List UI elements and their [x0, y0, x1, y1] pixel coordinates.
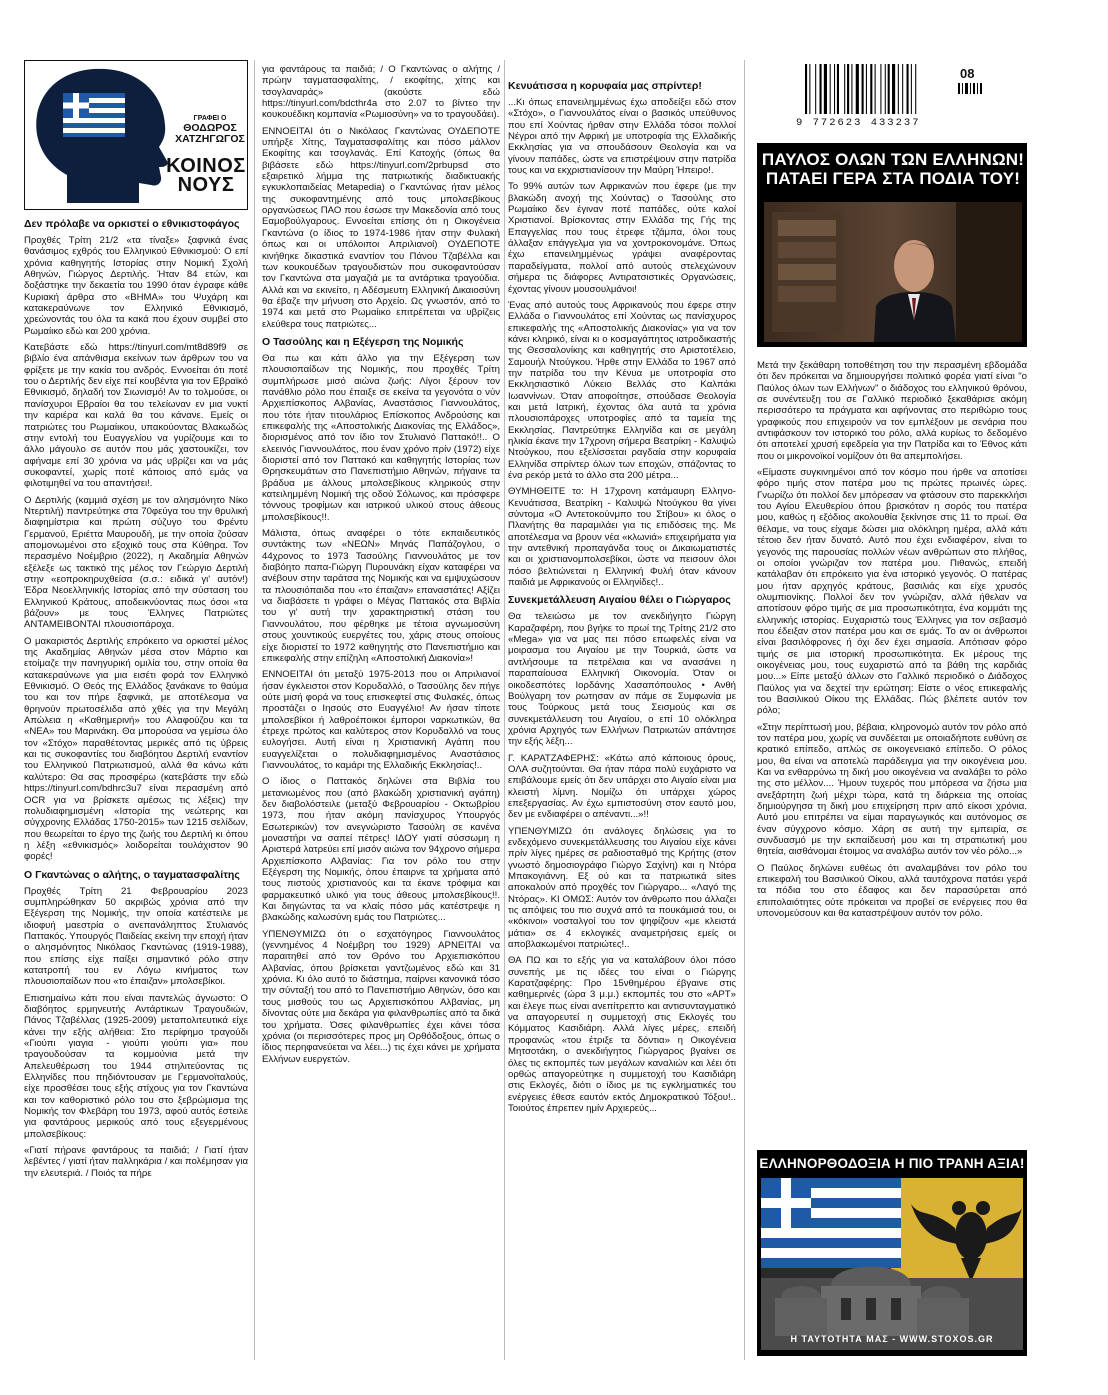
article-heading: Κενυάτισσα η κορυφαία μας σπρίντερ!: [508, 80, 702, 92]
column-4-body: [757, 360, 1027, 920]
article-paragraph: για φαντάρους τα παιδιά; / Ο Γκαντώνας ο αλήτης / πρώην ταγματασφαλίτης, / εκοφίτης, χίτης και τσογλαναράς» (ακούστε εδώ https://tinyurl.com/bdcthr4a στο 2.07 το βίντεο την κουκουέδικη κομπανία «Ρωμιοσύνη» να το τραγουδάει).: [262, 64, 500, 121]
column-1: [24, 60, 248, 1184]
article-paragraph: Θα πω και κάτι άλλο για την Εξέγερση των πλουσιοπαίδων της Νομικής, που προχθές Τρίτη συμπλήρωσε μισό αιώνα ζωής: Λίγοι ξέρουν τον πανάθλιο ρόλο που έπαιξε σε εκείνα τα γεγονότα ο νύν Αρχιεπίσκοπος Αλβανίας, Αναστάσιος Γιαννουλάτος, που τότε ήταν τιτουλάριος Επίσκοπος Ανδρούσης και επικεφαλής της «Αποστολικής Διακονίας της Ελλάδος», διορισμένος από τον ίδιο τον Στυλιανό Παττακό!!.. Ο ελεεινός Γιαννουλάτος, που έναν χρόνο πρίν (1972) είχε διοριστεί από τον Παττακό και καθηγητής Ιστορίας των Θρησκευμάτων στο Πανεπιστήμιο Αθηνών, πήγαινε τα βράδυα με άλλους μπολσεβίκους κληρικούς στην κατειλημμένη Νομική της οδού Σόλωνος, και πρόσφερε τόννους τροφίμων και ιατρικού υλικού στους άθεους μπολσεβίκους!!.: [262, 352, 500, 523]
column-2-body: [262, 64, 500, 1065]
article-heading: Συνεκμετάλλευση Αιγαίου θέλει ο Γιώργαρος: [508, 594, 731, 607]
column-title: [163, 157, 248, 195]
issue-number: 08: [960, 66, 975, 81]
article-paragraph: ΕΝΝΟΕΙΤΑΙ ότι μεταξύ 1975-2013 που οι Απριλιανοί ήσαν έγκλειστοι στον Κορυδαλλό, ο Τασούλης δεν πήγε ούτε μισή φορά να τους επισκεφτεί στις Φυλακές, όπως προστάζει ο Ιησούς στο Ευαγγέλιο! Αν ήσαν τίποτε μπολσεβίκοι ή λαθροέποικοι έμποροι ναρκωτικών, θα έτρεχε πρώτος και καλύτερος στον Κορυδαλλό να τους ευλογήσει. Αυτή είναι η Χριστιανική Αγάπη που ευαγγελίζεται ο πολυδιαφημισμένος Αναστάσιος Γιαννουλάτος, το καμάρι της Ελλαδικής Εκκλησίας!..: [262, 669, 500, 771]
article-paragraph: Το 99% αυτών των Αφρικανών που έφερε (με την βλακώδη ανοχή της Χούντας) ο Τασούλης στο Ρωμαίικο δεν έγιναν ποτέ παπάδες, ούτε καλοί Χριστιανοί. Βρίσκοντας στην Ελλάδα της Γής της Επαγγελίας που τους έτρεφε τζάμπα, όλοι τους άλλαξαν επάγγελμα για να χοντροκονομάνε. Όπως έχω επανειλημμένως γράψει αναφέροντας παραδείγματα, πολλοί από αυτούς στελεχώνουν σήμερα τις διάφορες Αντιρατσιστικές Οργανώσεις, έχοντας γίνουν μουσουλμάνοι!: [508, 181, 736, 295]
article-paragraph: Γ. ΚΑΡΑΤΖΑΦΕΡΗΣ: «Κάτω από κάποιους όρους, ΟΛΑ συζητούνται. Θα ήταν πάρα πολύ ευχάριστο να επιβάλουμε εμείς ότι δεν υπάρχει στο Αιγαίο είναι μια κλειστή λίμνη. Νομίζω ότι υπάρχει χώρος επεξεργασίας. Αν έχω εμπιστοσύνη στον εαυτό μου, δεν με ενδιαφέρει ο απέναντι...»!!: [508, 752, 736, 821]
article-paragraph: Ο Παύλος δηλώνει ευθέως ότι αναλαμβάνει τον ρόλο του επικεφαλή του Βασιλικού Οίκου, αλλά ταυτόχρονα πατάει γερά τα πόδια του στο έδαφος και δεν παρασύρεται από επιπολαιότητες ούτε πρόκειται να προβεί σε ενέργειες που θα υπονομεύσουν και θα καταστρέψουν αυτόν τον ρόλο.: [757, 862, 1027, 920]
article-paragraph: ...Κι όπως επανειλημμένως έχω αποδείξει εδώ στον «Στόχο», ο Γιαννουλάτος είναι ο βασικός υπεύθυνος που επί Χούντας ήρθαν στην Ελλάδα τόσοι πολλοί Νέγροι από την Αφρική με υποτροφία της Ελλαδικής Εκκλησίας για να σπουδάσουν Θεολογία και να γίνουν παπάδες, ώστε να επιστρέψουν στην πατρίδα τους και να εκχριστιανίσουν την Μαύρη Ήπειρο!.: [508, 97, 736, 177]
article-paragraph: Μάλιστα, όπως αναφέρει ο τότε εκπαιδευτικός συντάκτης των «ΝΕΩΝ» Μηνάς Παπάζογλου, ο 44χρονος το 1973 Τασούλης Γιαννουλάτος με τον διαβόητο παπα-Γιώργη Πυρουνάκη είχαν καταφέρει να ανέβουν στην ταράτσα της Νομικής και να εμψυχώσουν τα πλουσιόπαιδα που «το έπαιζαν» επαναστάτες! Αξίζει να διαβάσετε τι γράφει ο Μέγας Παττακός στα Βιβλία του γι' αυτή την χαρακτηριστική στάση του Γιαννουλάτου, που φέρθηκε με τέτοια αγνωμοσύνη στους χουντικούς ευεργέτες του, χάρις στους οποίους είχε διοριστεί το 1972 καθηγητής στο Πανεπιστήμιο και επικεφαλής στην επίζηλη «Αποστολική Διακονία»!: [262, 528, 500, 664]
article-paragraph: Προχθές Τρίτη 21/2 «τα τίναξε» ξαφνικά ένας θανάσιμος εχθρός του Ελληνικού Εθνικισμού: Ο επί χρόνια καθηγητής Ιστορίας στην Νομική Σχολή Αθηνών, Γιώργος Δερτιλής. Ήταν 84 ετών, και δοξάστηκε την δεκαετία του 1990 όταν έγραφε κάθε Κυριακή άρθρα στο «ΒΗΜΑ» του Ψυχάρη και κατακεραύνωνε τον Ελληνικό Εθνικισμό, χρεώνοντάς του όλα τα κακά που έχουν συμβεί στο Ρωμαίικο εδώ και 200 χρόνια.: [24, 235, 248, 337]
advertisement-box: [757, 1150, 1027, 1356]
article-paragraph: Προχθές Τρίτη 21 Φεβρουαρίου 2023 συμπληρώθηκαν 50 ακριβώς χρόνια από την Εξέγερση της Νομικής, την οποία κατέστειλε με ιδιοφυή μαεστρία ο ανεπανάληπτος Στυλιανός Παττακός. Υπουργός Παιδείας εκείνη την εποχή ήταν ο αλησμόνητος Νικόλαος Γκαντώνας (1919-1988), που επίσης είχε παίξει σημαντικό ρόλο στην κατατροπή του εν Λόγω κινήματος των πλουσιοπαίδων που «το έπαιζαν» μπολσεβίκοι.: [24, 885, 248, 988]
article-paragraph: ΘΥΜΗΘΕΙΤΕ το: Η 17χρονη κατάμαυρη Ελληνο-Κενυάτισσα, Βεατρίκη - Καλυψώ Ντούγκου θα γίνει σύντομα «Ο Αντετοκούνμπο του Στίβου» κι όλος ο Πλανήτης θα παραμιλάει για τις επιδόσεις της. Με αποτέλεσμα να βρουν νέα «κλωνιά» επιχειρήματα για την αντεθνική προπαγάνδα τους οι Δικαιωματιστές και οι χριστιανομπολσεβίκοι, ώστε να πεισουν όλοι πόσο βελτιώνεται η Ελληνική Φυλή όταν κάνουν παιδιά με Αφρικανούς οι Ελληνίδες!..: [508, 486, 736, 589]
logo-byline: ΓΡΑΦΕΙ Ο: [193, 115, 227, 122]
portrait-photo: [764, 202, 1022, 342]
banner-headline: [758, 150, 1028, 188]
article-paragraph: «Είμαστε συγκινημένοι από τον κόσμο που ήρθε να αποτίσει φόρο τιμής στον πατέρα μου τις πρώτες πρωινές ώρες. Γνωρίζω ότι πολλοί δεν μπόρεσαν να φτάσουν στο παρεκκλήσι του Αγίου Ελευθερίου όπου βρισκόταν η σορός του πατέρα μου, καθώς η εξόδιος ακολουθία ξεκίνησε στις 11 το πρωί. Θα θέλαμε, να τους είχαμε δώσει μια ολόκληρη ημέρα, αλλά κάτι τέτοιο δεν ήταν δυνατό. Αυτό που έχει ενδιαφέρον, είναι το γεγονός της παρουσίας πολλών νέων ανθρώπων στο πλήθος, οι οποίοι γνώριζαν τον πατέρα μου. Πιθανώς, επειδή κατάλαβαν ότι επρόκειτο για ένα ιστορικό γεγονός. Ο πατέρας μου ήταν αρχηγός κράτους, βασιλιάς και είχε χρυσός ολυμπιονίκης. Πολλοί δεν τον γνώριζαν, αλλά ήθελαν να αποτίσουν φόρο τιμής σε μια προσωπικότητα, ένα κομμάτι της ελληνικής ιστορίας. Ευχαριστώ τους Έλληνες για τον σεβασμό που έδειξαν στον πατέρα μου και σε εμάς. Το αν οι άνθρωποι είναι βασιλόφρονες ή όχι δεν έχει σημασία. Απότισαν φόρο τιμής σε μια ιστορική προσωπικότητα. Εκ μέρους της οικογένειας μου, τους ευχαριστώ από τα βάθη της καρδιάς μου...» Είπε μεταξύ άλλων στο Γαλλικό περιοδικό ο Διάδοχος Παύλος για να δεχτεί την ερώτηση: Είστε ο νέος επικεφαλής του Βασιλικού Οίκου της Ελλάδας. Πώς βλέπετε αυτόν τον ρόλο;: [757, 467, 1027, 717]
article-paragraph: Θα τελειώσω με τον ανεκδιήγητο Γιώργη Καραζαφέρη, που βγήκε το πρωί της Τρίτης 21/2 στο «Mega» για να μας πει πόσο επωφελές είναι να μοιρασμα του Αιγαίου με την Τουρκιά, ώστε να αντλήσουμε τα πετρέλαια και να ανασάνει η παραπαίουσα Ελληνική Οικονομία. Όταν οι οικοδεσπότες Ιορδάνης Χασαπόπουλος • Ανθή Βούλγαρη τον ρωτησαν αν πάμε σε Συμφωνία με τους Τούρκους μετά τους Σεισμούς και σε συνεκμετάλλευση του Αιγαίου, ο επί 10 ολόκληρα χρόνια Αρχηγός των Ελλήνων Πατριωτών απάντησε την εξής λέξη...: [508, 611, 736, 748]
article-paragraph: Μετά την ξεκάθαρη τοποθέτηση του την περασμένη εβδομάδα ότι δεν πρόκειται να δημιουργήσει πολιτικό φορέα γιατί είναι "ο Παύλος όλων των Ελλήνων" ο διάδοχος του ελληνικού θρόνου, σε συνέντευξη του σε Γαλλικό περιοδικό ξεκαθάρισε ακόμη περισσότερο τα πράγματα και αφήνοντας στο περιθώριο τους γραφικούς που επιχειρούν να τον εμπλέξουν με σενάρια που αντιφάσκουν τον ιστορικό του ρόλο, αλλά κυρίως το δεδομένο ότι αποτελεί χρυσή εφεδρεία για την Πατρίδα και το Έθνος κάτι που οι μικρονοϊκοί νομίζουν ότι θα απεμπολήσει.: [757, 360, 1027, 462]
column-rule: [504, 60, 505, 1360]
headline-banner: [757, 143, 1027, 347]
article-paragraph: ΕΝΝΟΕΙΤΑΙ ότι ο Νικόλαος Γκαντώνας ΟΥΔΕΠΟΤΕ υπήρξε Χίτης, Ταγματασφαλίτης και πόσο μάλλον Εκοφίτης και τσογλανάς. Επί Κατοχής (όπως θα βιβάσετε εδώ https://tinyurl.com/2prbupsd στο εξαιρετικό λήμμα της πατριωτικής διαδικτυακής εγκυκλοπαιδείας Metapedia) ο Γκαντώνας ήταν μέλος της συκοφαντημένης από τους μπολσεβίκους οργανώσεως ΠΑΟ που έσωσε την Μακεδονία από τους Εαμοβούλγαρους. Εννοείται επίσης ότι η Οικογένεια Γκαντώνα (ο ίδιος το 1974-1986 ήταν στην Φυλακή όπως και οι υπόλοιποι Απριλιανοί) ΟΥΔΕΠΟΤΕ κινήθηκε δικαστικά εναντίον του Πάνου Τζαβέλλα και των κουκουέδων τραγουδιστών που συκοφαντούσαν τον Γκαντώνα στα μαγαζιά με τα αντάρτικα τραγούδια. Αλλά και να εκινείτο, η Αδέσμευτη Ελληνική Δικαιοσύνη θα έβαζε την μήνυση στο Αρχείο. Ως γνωστόν, από το 1974 και μετά στο Ρωμαίικο επιτρέπεται να υβρίζεις ελεύθερα τους πατριώτες...: [262, 125, 500, 330]
author-first-name: ΘΟΔΩΡΟΣ: [183, 122, 237, 134]
column-1-body: [24, 218, 248, 1179]
barcode-icon: [805, 64, 955, 114]
article-paragraph: Ο μακαριστός Δερτιλής επρόκειτο να ορκιστεί μέλος της Ακαδημίας Αθηνών μέσα στον Μάρτιο και ετοίμαζε την πανηγυρική ομιλία του, στην οποία θα κατακεραύνωνε για μια εισέτι φορά τον Ελληνικό Εθνικισμό. Ο Θεός της Ελλάδος ξανάκανε το θαύμα του και τον πήρε ξαφνικά, με αποτέλεσμα να θρηνούν πρωτοσέλιδα από χθές για την Μεγάλη Απώλεια η «Καθημερινή» του Αλαφούζου και τα «ΝΕΑ» του Μαρινάκη. Θα μπορούσα να γεμίσω όλο τον «Στόχο» παραθέτοντας μερικές από τις ύβρεις και τις συκοφαντίες του διαβόητου Δερτιλή εναντίον του Ελληνικού Πατριωτισμού, αλλά θα κάνω κάτι καλύτερο: Θα σας προσφέρω (κατεβάστε την εδώ https://tinyurl.com/bdhrc3u7 είναι περασμένη από OCR για να βρίσκετε αμέσως τις λέξεις) την πολυδιαφημισμένη «Ιστορία της νεώτερης και σύγχρονης Ελλάδας 1750-2015» των 1215 σελίδων, που θεωρείται το έργο της ζωής του Δερτιλή κι όπου η λέξη «εθνικισμός» λοιδορείται τουλάχιστον 90 φορές!: [24, 635, 248, 863]
article-heading: Ο Γκαντώνας ο αλήτης, ο ταγματασφαλίτης: [24, 868, 240, 881]
column-title-line1: ΚΟΙΝΟΣ: [166, 155, 246, 177]
article-paragraph: «Στην περίπτωσή μου, βέβαια, κληρονομώ αυτόν τον ρόλο από τον πατέρα μου, χωρίς να συνδέεται με οποιαδήποτε ευθύνη σε κρατικό επίπεδο, απλώς σε οικογενειακό επίπεδο. Ο ρόλος μου, θα είναι να αποτελώ παράδειγμα για την οικογένεια μου. Και να ενθαρρύνω τη δική μου οικογένεια να αναλάβει το ρόλο της στο μέλλον.... Ήμουν τυχερός που μπόρεσα να ζήσω μια ανεξάρτητη ζωή μέχρι τώρα, κατά τη διάρκεια της οποίας δημιούργησα τη δική μου επιχείρηση πριν από είκοσι χρόνια. Αυτό μου επιτρέπει να είμαι παραγωγικός και αυτόνομος σε έναν σύγχρονο κόσμο. Χάρη σε αυτή την εμπειρία, σε συνδυασμό με την εκπαίδευσή μου και τη στρατιωτική μου θητεία, αισθάνομαι έτοιμος να αναλάβω αυτόν τον νέο ρόλο...»: [757, 721, 1027, 858]
column-rule: [254, 60, 255, 1360]
article-paragraph: Επισημαίνω κάτι που είναι παντελώς άγνωστο: Ο διαβόητος ερμηνευτής Αντάρτικων Τραγουδιών, Πάνος Τζαβέλλας (1925-2009) μεταπολιτευτικά είχε κάνει την εξής αλήθεια: Στο περίφημο τραγούδι «Γιούπι γιαγια - γιούπι γιούπι για» που τραγουδούσαν τα κομμούνια μετά την Απελευθέρωση του 1944 στηλιτεύοντας τις Ελληνίδες που πηδιόντουσαν με Γερμανοϊταλούς, είχε προσθέσει τους εξής στίχους για τον Γκαντώνα και τον καθοριστικό ρόλο του στο ξεβρώμισμα της Νομικής τον Φλεβάρη του 1973, αφού αυτός έστειλε για φαντάρους μερικούς από τους εξεγερμένους μπολσεβίκους:: [24, 992, 248, 1140]
author-name: [171, 123, 248, 145]
article-paragraph: «Γιατί πήρανε φαντάρους τα παιδιά; / Γιατί ήταν λεβέντες / γιατί ήταν παλληκάρια / και πολέμησαν για την ελευτεριά. / Ποιός τα πήρε: [24, 1145, 248, 1179]
column-2: [262, 64, 500, 1070]
issue-barcode-icon: [958, 83, 982, 94]
author-last-name: ΧΑΤΖΗΓΩΓΟΣ: [175, 133, 245, 145]
article-heading: Ο Τασούλης και η Εξέγερση της Νομικής: [262, 335, 464, 348]
barcode-number: 9 772623 433237: [796, 117, 921, 129]
article-paragraph: ΥΠΕΝΘΥΜΙΖΩ ότι ο εσχατόγηρος Γιαννουλάτος (γεννημένος 4 Νοέμβρη του 1929) ΑΡΝΕΙΤΑΙ να παραιτηθεί από τον Θρόνο του Αρχιεπισκόπου Αλβανίας, όπου βρίσκεται γαντζωμένος εδώ και 31 χρόνια. Κι όλο αυτό το διάστημα, παίρνει κανονικά τόσο την σύνταξή του από το Πανεπιστήμιο Αθηνών, όσο και τους μισθούς του ως Αρχιεπισκόπου Αλβανίας, μη δίνοντας ούτε μια δεκάρα για φιλανθρωπίες από τα δικά του χρήματα. Όσες φιλανθρωπίες έχει κάνει τόσα χρόνια (οι περισσότερες προς μη Ορθόδοξους, όπως ο ίδιος περηφανεύεται να λέει...) τις έχει κάνει με χρήματα Ελλήνων ευεργετών.: [262, 928, 500, 1065]
article-paragraph: Ένας από αυτούς τους Αφρικανούς που έφερε στην Ελλάδα ο Γιαννουλάτος επί Χούντας ως πανίσχυρος επικεφαλής της «Αποστολικής Διακονίας» για να τον κάνει κληρικό, είναι κι ο κοσμαγάπητος ιατροδικαστής της Θεσσαλονίκης και καθηγητής στο Αριστοτέλειο, Σαμουήλ Ντούγκου. Ήρθε στην Ελλάδα το 1967 από την πατρίδα του την Κένυα με υποτροφία στο Εκκλησιαστικό Λύκειο Βελλάς στο Καλπάκι Ιωαννίνων. Όταν αποφοίτησε, σπούδασε Θεολογία και μετά Ιατρική, έχοντας όλα αυτά τα χρόνια πλουσιοπάροχες υποτροφίες από τα ταμεία της Εκκλησίας. Παντρεύτηκε Ελληνίδα και σε μεγάλη ηλικία έκανε την 17χρονη σήμερα Βεατρίκη - Καλυψώ Ντούγκου, που εξελίσσεται ραγδαία στην κορυφαία Ελληνίδα σπρίντερ όλων των εποχών, σπάζοντας το ένα ρεκόρ μετά το άλλο στα 200 μέτρα...: [508, 299, 736, 481]
article-paragraph: ΘΑ ΠΩ και το εξής για να καταλάβουν όλοι πόσο συνεπής με τις ιδέες του είναι ο Γιώργης Καρατζαφέρης: Προ 15νθημέρου έβγαινε στις καθημερινές (ώρα 3 μ.μ.) εκπομπές του στο «ΑΡΤ» και έλεγε πως είναι ανεπίτρεπτο και αντισυνταγματικό να απαγορευτεί η συμμετοχή στις Εκλογές του Κόμματος Κασιδιάρη. Αλλά λίγες μέρες, επειδή προφανώς «του έτριξε τα δόντια» η Οικογένεια Μητσοτάκη, ο ανεκδιήγητος Γιώργαρος βγαίνει σε όλες τις εκπομπές των μεγάλων καναλιών και λέει ότι ορθώς απαγορεύτηκε η συμμετοχή του Κασιδιάρη στις Εκλογές, διότι ο ίδιος με τις εγκληματικές του ενέργειες έθεσε εαυτόν εκτός Δημοκρατικού Τόξου!.. Τοιούτος έπρεπεν ημίν Αρχιερεύς...: [508, 955, 736, 1114]
article-heading: Δεν πρόλαβε να ορκιστεί ο εθνικιστοφάγος: [24, 218, 240, 230]
banner-headline-line1: ΠΑΥΛΟΣ ΟΛΩΝ ΤΩΝ ΕΛΛΗΝΩΝ!: [761, 150, 1025, 169]
column-logo: [24, 60, 248, 210]
ad-title: ΕΛΛΗΝΟΡΘΟΔΟΞΙΑ Η ΠΙΟ ΤΡΑΝΗ ΑΞΙΑ!: [759, 1156, 1025, 1171]
column-title-line2: ΝΟΥΣ: [177, 174, 235, 196]
column-3-body: [508, 80, 736, 1114]
flag-and-church-image: [761, 1178, 1023, 1350]
head-silhouette-icon: [27, 63, 177, 209]
column-3: [508, 74, 736, 1119]
banner-headline-line2: ΠΑΤΑΕΙ ΓΕΡΑ ΣΤΑ ΠΟΔΙΑ ΤΟΥ!: [765, 169, 1021, 188]
article-paragraph: Ο ίδιος ο Παττακός δηλώνει στα Βιβλία του μετανιωμένος που (από βλακώδη χριστιανική αγάπη) δεν διαβολόστειλε (μεταξύ Φεβρουαρίου - Οκτωβρίου 1973, που ήταν ακόμη πανίσχυρος Υπουργός Εσωτερικών) τον ανεγνώριστο Τασούλη σε κανένα μοναστήρι να σαπεί πέτρες! ΙΔΟΥ γιατί σύσσωμη η Αριστερά λατρεύει επί μισόν αιώνα τον 94χρονο σήμερα Αρχιεπίσκοπο Αλβανίας: Για τον ρόλο του στην Εξέγερση της Νομικής, όπου έπαιρνε τα χρήματα από τους πιστούς χριστιανούς και τα έκανε τρόφιμα και φαρμακευτικό υλικό για τους άθεους μπολσεβίκους!!. Και διηγώντας τα να κλαίς πόσο μάς κατέστρεψε η βλακώδης καλωσύνη εμάς του Πατριώτες...: [262, 776, 500, 924]
article-paragraph: ΥΠΕΝΘΥΜΙΖΩ ότι ανάλογες δηλώσεις για το ενδεχόμενο συνεκμετάλλευσης του Αιγαίου είχε κάνει πρίν λίγες ημέρες σε ραδιοσταθμό της Κρήτης (στον γνωστό δημοσιογράφο Γιώργο Σαχίνη) και η Ντόρα Μπακογιάννη. Εξ ού και τα πατριωτικά sites αποκαλούν από προχθές τον Γιώργαρο... «Λαγό της Ντόρας». ΚΙ ΟΜΩΣ: Αυτόν τον άνθρωπο που άλλαζει τις απόψεις του πιο συχνά από τα πουκάμισά του, οι «κόκινοι» νοσταλγοί του τον ψηφίζουν «με κλειστά μάτια» σε 4 εκλογικές αναμετρήσεις εμείς οι αποβλακωμένοι πατριώτες!..: [508, 825, 736, 951]
article-paragraph: Κατεβάστε εδώ https://tinyurl.com/mt8d89f9 σε βιβλίο ένα απάνθισμα εκείνων των άρθρων του να φρίξετε με την κακία του ανδρός. Εννοείται ότι ποτέ του ο Δερτιλής δεν είχε πεί κουβέντα για τον Εβραϊκό Εθνικισμό, δηλαδή τον Σιωνισμό! Αν το τολμούσε, οι πανίσχυροι Εβραίοι θα του τελείωναν εν μια νυκτί την καριέρα και καλά θα του κάνανε. Εμείς οι πατριώτες του Ρωμαίικου, υπακούοντας Βλακωδώς στην εντολή του Ευαγγελίου να γυρίζουμε και το άλλο μάγουλο σε αυτόν που μάς χαστουκίζει, τον αφήναμε επί 30 χρόνια να μάς υβρίζει και να μάς συκοφαντεί, χωρίς ποτέ κάποιος από εμάς να φιλοτιμηθεί να του απαντήσει!.: [24, 342, 248, 490]
ad-footer: Η ΤΑΥΤΟΤΗΤΑ ΜΑΣ - WWW.STOXOS.GR: [790, 1334, 994, 1344]
article-paragraph: Ο Δερτιλής (καμμιά σχέση με τον αλησμόνητο Νίκο Ντερτιλή) παντρεύτηκε στα 70φεύγα του την θρυλική διαφημίστρια και πρώτη σύζυγο του Φρέντυ Γερμανού, Εριέττα Μαυρουδή, με την οποία ζούσαν απομονωμένοι στο εξοχικό τους στα Κύθηρα. Τον περασμένο Νοέμβριο (2022), η Ακαδημία Αθηνών εξέλεξε ως τακτικό της μέλος τον Γεώργιο Δερτιλή στην «εοπροκηρυχθείσα (σ.σ.: ειδικά γι' αυτόν!) Έδρα Νεοελληνικής Ιστορίας από την σύσταση του Ελληνικού Κράτους, αποδεικνύοντας πως όσοι «τα βάζουν» με τους Έλληνες Πατριώτες ΑΝΤΑΜΕΙΒΟΝΤΑΙ πλουσιοπάροχα.: [24, 494, 248, 631]
column-4: [757, 360, 1027, 925]
column-rule: [744, 60, 745, 1360]
